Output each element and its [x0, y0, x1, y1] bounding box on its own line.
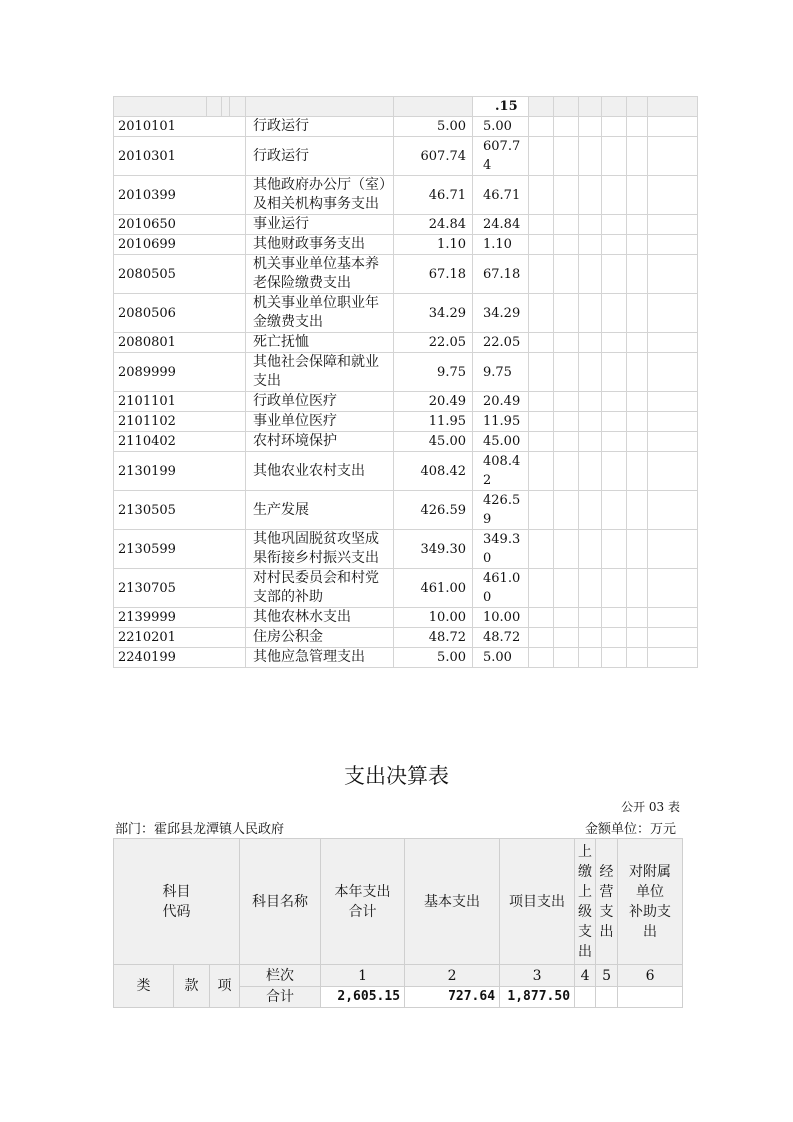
basic-expense: 24.84 — [473, 215, 529, 235]
subject-code: 2130505 — [114, 491, 246, 530]
table-row — [114, 432, 698, 452]
year-total: 5.00 — [394, 117, 473, 137]
year-total: 48.72 — [394, 628, 473, 648]
subject-name: 其他应急管理支出 — [246, 648, 394, 668]
year-total: 349.30 — [394, 530, 473, 569]
total-label: 合计 — [240, 987, 321, 1008]
subject-code: 2010101 — [114, 117, 246, 137]
total-basic: 727.64 — [405, 987, 500, 1008]
col-num-2: 2 — [405, 965, 500, 987]
col-num-5: 5 — [596, 965, 618, 987]
subject-name: 机关事业单位职业年金缴费支出 — [246, 294, 394, 333]
col-num-1: 1 — [321, 965, 405, 987]
subject-name: 其他农业农村支出 — [246, 452, 394, 491]
header-subsidiary: 对附属 单位 补助支 出 — [618, 839, 683, 965]
col-num-3: 3 — [500, 965, 575, 987]
subject-code: 2101101 — [114, 392, 246, 412]
table-row — [114, 491, 698, 530]
basic-expense: 48.72 — [473, 628, 529, 648]
subject-code: 2130705 — [114, 569, 246, 608]
expenditure-summary-table — [113, 838, 683, 1008]
header-section: 款 — [174, 965, 210, 1008]
basic-expense: 1.10 — [473, 235, 529, 255]
continuation-row — [114, 97, 698, 117]
header-project-expense: 项目支出 — [500, 839, 575, 965]
year-total: 22.05 — [394, 333, 473, 353]
year-total: 45.00 — [394, 432, 473, 452]
subject-name: 行政运行 — [246, 117, 394, 137]
subject-code: 2010699 — [114, 235, 246, 255]
form-number: 公开 03 表 — [621, 800, 680, 814]
table-row — [114, 530, 698, 569]
total-project: 1,877.50 — [500, 987, 575, 1008]
table-row — [114, 452, 698, 491]
subject-code: 2010650 — [114, 215, 246, 235]
basic-expense: 408.42 — [473, 452, 529, 491]
table-row — [114, 628, 698, 648]
subject-name: 其他社会保障和就业支出 — [246, 353, 394, 392]
basic-expense: 9.75 — [473, 353, 529, 392]
basic-expense: 45.00 — [473, 432, 529, 452]
subject-name: 住房公积金 — [246, 628, 394, 648]
basic-expense: 5.00 — [473, 648, 529, 668]
expenditure-detail-table — [113, 96, 698, 668]
table-row — [114, 392, 698, 412]
year-total: 67.18 — [394, 255, 473, 294]
col-num-4: 4 — [575, 965, 596, 987]
year-total: 461.00 — [394, 569, 473, 608]
table-row — [114, 215, 698, 235]
table-row — [114, 137, 698, 176]
table-row — [114, 235, 698, 255]
continued-value: .15 — [473, 97, 529, 117]
year-total: 607.74 — [394, 137, 473, 176]
table-row — [114, 569, 698, 608]
basic-expense: 10.00 — [473, 608, 529, 628]
table-row — [114, 353, 698, 392]
subject-name: 机关事业单位基本养老保险缴费支出 — [246, 255, 394, 294]
subject-name: 事业运行 — [246, 215, 394, 235]
subject-code: 2210201 — [114, 628, 246, 648]
basic-expense: 349.30 — [473, 530, 529, 569]
total-year: 2,605.15 — [321, 987, 405, 1008]
subject-code: 2080505 — [114, 255, 246, 294]
header-subject-code: 科目 代码 — [114, 839, 240, 965]
year-total: 20.49 — [394, 392, 473, 412]
subject-code: 2130199 — [114, 452, 246, 491]
subject-name: 其他财政事务支出 — [246, 235, 394, 255]
year-total: 9.75 — [394, 353, 473, 392]
header-subject-name: 科目名称 — [240, 839, 321, 965]
basic-expense: 5.00 — [473, 117, 529, 137]
basic-expense: 426.59 — [473, 491, 529, 530]
basic-expense: 67.18 — [473, 255, 529, 294]
header-item: 项 — [210, 965, 240, 1008]
table-row — [114, 608, 698, 628]
table-row — [114, 117, 698, 137]
table-row — [114, 176, 698, 215]
subject-name: 其他政府办公厅（室）及相关机构事务支出 — [246, 176, 394, 215]
year-total: 426.59 — [394, 491, 473, 530]
basic-expense: 46.71 — [473, 176, 529, 215]
col-label: 栏次 — [240, 965, 321, 987]
header-class: 类 — [114, 965, 174, 1008]
page-title: 支出决算表 — [344, 764, 449, 788]
year-total: 11.95 — [394, 412, 473, 432]
basic-expense: 607.74 — [473, 137, 529, 176]
header-upper-level: 上 缴 上 级 支 出 — [575, 839, 596, 965]
year-total: 408.42 — [394, 452, 473, 491]
header-business: 经 营 支 出 — [596, 839, 618, 965]
year-total: 1.10 — [394, 235, 473, 255]
year-total: 10.00 — [394, 608, 473, 628]
subject-name: 农村环境保护 — [246, 432, 394, 452]
basic-expense: 22.05 — [473, 333, 529, 353]
basic-expense: 20.49 — [473, 392, 529, 412]
table-row — [114, 333, 698, 353]
subject-code: 2080506 — [114, 294, 246, 333]
header-year-total: 本年支出 合计 — [321, 839, 405, 965]
year-total: 46.71 — [394, 176, 473, 215]
subject-code: 2110402 — [114, 432, 246, 452]
basic-expense: 11.95 — [473, 412, 529, 432]
subject-name: 行政运行 — [246, 137, 394, 176]
subject-name: 对村民委员会和村党支部的补助 — [246, 569, 394, 608]
subject-name: 行政单位医疗 — [246, 392, 394, 412]
year-total: 24.84 — [394, 215, 473, 235]
table-row — [114, 648, 698, 668]
subject-code: 2089999 — [114, 353, 246, 392]
year-total: 5.00 — [394, 648, 473, 668]
header-basic-expense: 基本支出 — [405, 839, 500, 965]
basic-expense: 34.29 — [473, 294, 529, 333]
subject-code: 2101102 — [114, 412, 246, 432]
subject-name: 死亡抚恤 — [246, 333, 394, 353]
subject-name: 其他巩固脱贫攻坚成果衔接乡村振兴支出 — [246, 530, 394, 569]
subject-code: 2240199 — [114, 648, 246, 668]
subject-code: 2130599 — [114, 530, 246, 569]
table-row — [114, 412, 698, 432]
table-row — [114, 255, 698, 294]
subject-code: 2080801 — [114, 333, 246, 353]
subject-name: 生产发展 — [246, 491, 394, 530]
table-row — [114, 294, 698, 333]
subject-code: 2010399 — [114, 176, 246, 215]
subject-code: 2010301 — [114, 137, 246, 176]
col-num-6: 6 — [618, 965, 683, 987]
subject-name: 事业单位医疗 — [246, 412, 394, 432]
amount-unit-label: 金额单位：万元 — [584, 822, 676, 837]
department-label: 部门：霍邱县龙潭镇人民政府 — [115, 822, 285, 837]
basic-expense: 461.00 — [473, 569, 529, 608]
subject-name: 其他农林水支出 — [246, 608, 394, 628]
year-total: 34.29 — [394, 294, 473, 333]
subject-code: 2139999 — [114, 608, 246, 628]
